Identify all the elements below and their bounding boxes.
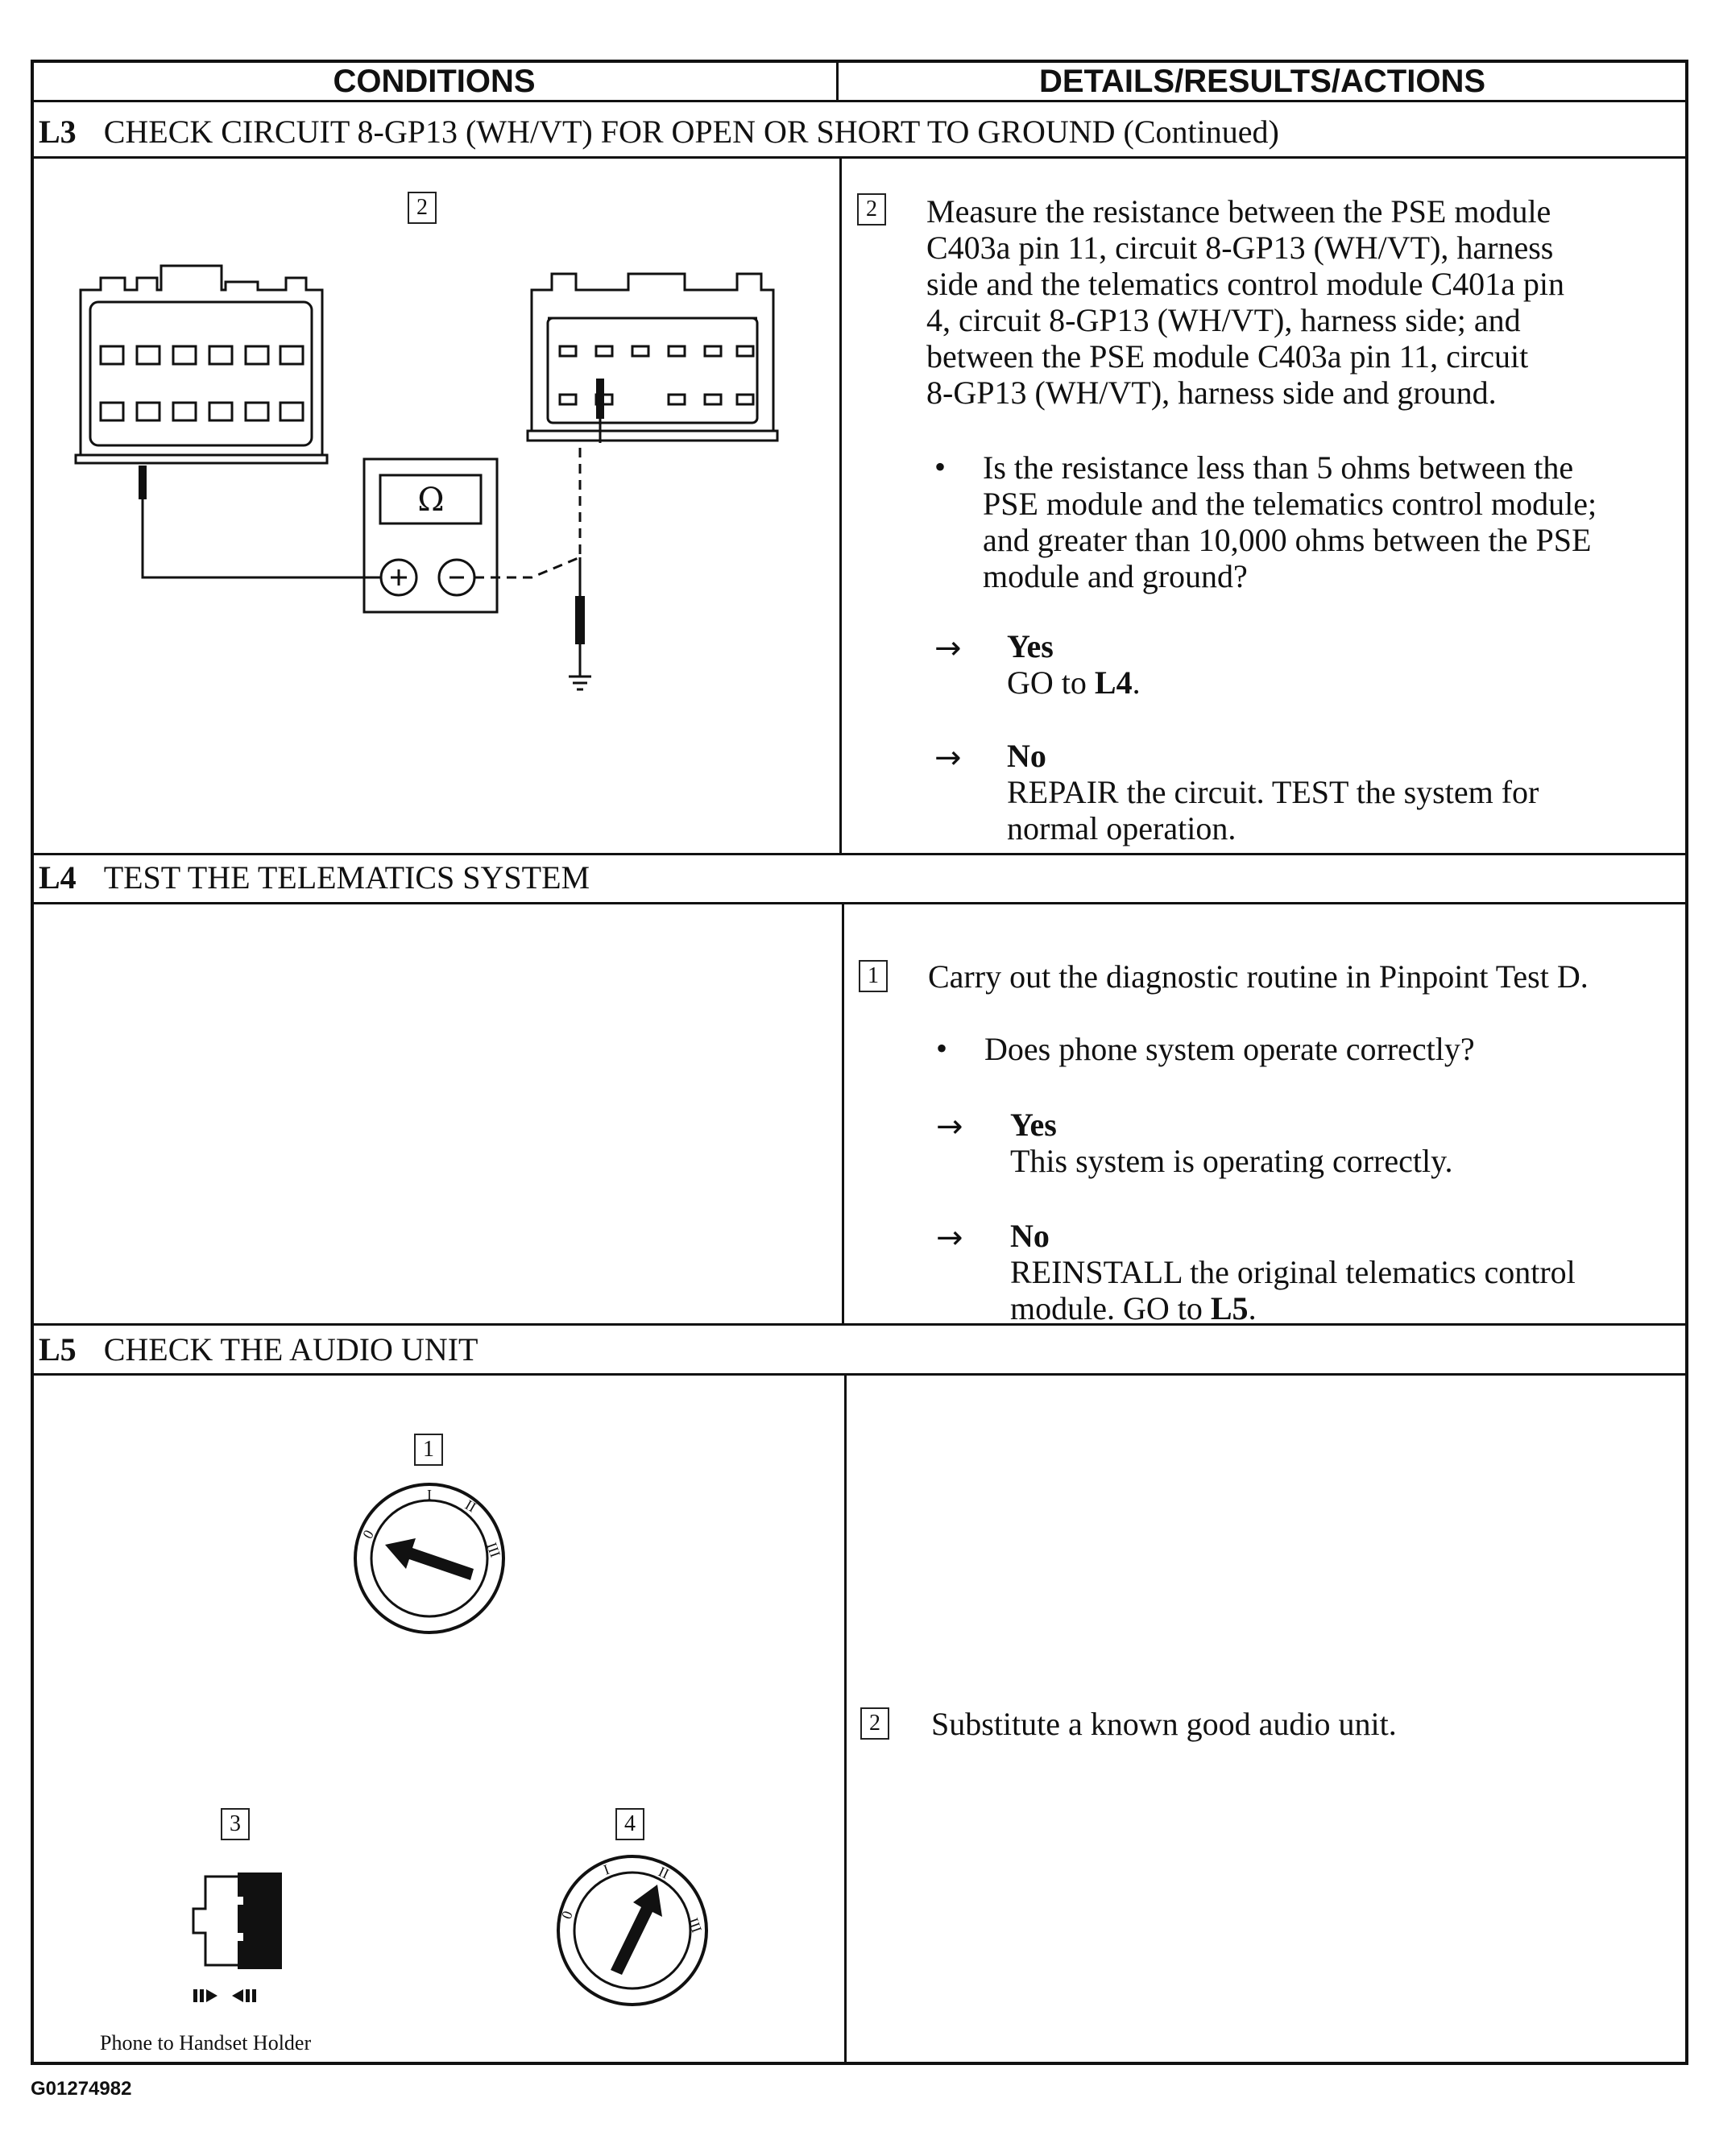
svg-text:0: 0 <box>557 1909 576 1922</box>
ignition-key-on-icon <box>556 1854 709 2007</box>
ignition-key-off-icon <box>353 1482 506 1635</box>
l5-id: L5 <box>39 1331 77 1368</box>
l3-no-answer: No REPAIR the circuit. TEST the system for normal operation. <box>1007 738 1539 846</box>
column-divider <box>844 1375 847 2065</box>
l3-figure-step-badge: 2 <box>408 192 437 224</box>
svg-text:0: 0 <box>359 1527 377 1541</box>
l4-section-title <box>39 857 590 899</box>
l3-step-badge: 2 <box>857 193 886 226</box>
l5-step2-badge: 2 <box>860 1707 889 1740</box>
l4-step-badge: 1 <box>859 960 888 992</box>
telematics-probe <box>596 379 604 419</box>
conditions-header: CONDITIONS <box>333 64 536 99</box>
pse-probe <box>139 466 147 499</box>
telematics-module-connector <box>528 274 777 441</box>
arrow-right-icon: → <box>936 1219 963 1256</box>
l3-id: L3 <box>39 114 77 150</box>
arrow-right-icon: → <box>936 1108 963 1145</box>
l5-figure1-step-badge: 1 <box>414 1434 443 1466</box>
l3-question: Is the resistance less than 5 ohms between the PSE module and the telematics control module; and greater than 10,000 ohms between the PSE module and ground? <box>983 449 1597 594</box>
l3-title: CHECK CIRCUIT 8-GP13 (WH/VT) FOR OPEN OR SHORT TO GROUND (Continued) <box>103 114 1279 150</box>
svg-text:III: III <box>483 1540 504 1560</box>
column-divider <box>839 158 842 855</box>
l3-instruction: Measure the resistance between the PSE module C403a pin 11, circuit 8-GP13 (WH/VT), harness side and the telematics control module C401a pin 4, circuit 8-GP13 (WH/VT), harness side; and between the PSE module C403a pin 11, circuit 8-GP13 (WH/VT), harness side and ground. <box>926 193 1565 411</box>
l3-title-divider <box>31 156 1688 159</box>
l4-title: TEST THE TELEMATICS SYSTEM <box>103 859 590 896</box>
bullet-icon: • <box>934 449 947 485</box>
ground-probe <box>575 596 585 644</box>
l4-id: L4 <box>39 859 77 896</box>
l3-resistance-diagram <box>64 258 806 709</box>
phone-handset-holder-icon <box>169 1860 298 2013</box>
l5-title-divider <box>31 1373 1688 1376</box>
l4-yes-answer: Yes This system is operating correctly. <box>1010 1107 1453 1179</box>
l5-figure4-step-badge: 4 <box>615 1808 644 1840</box>
l5-section-title <box>39 1329 478 1371</box>
l5-instruction: Substitute a known good audio unit. <box>931 1706 1397 1742</box>
svg-text:I: I <box>427 1487 432 1503</box>
ohm-symbol: Ω <box>417 482 445 519</box>
l4-title-top-divider <box>31 853 1688 855</box>
l4-no-answer: No REINSTALL the original telematics control module. GO to L5. <box>1010 1218 1576 1326</box>
svg-text:III: III <box>685 1915 706 1935</box>
bullet-icon: • <box>936 1030 948 1066</box>
svg-text:II: II <box>656 1863 672 1882</box>
l5-title: CHECK THE AUDIO UNIT <box>103 1331 478 1368</box>
l4-instruction: Carry out the diagnostic routine in Pinpoint Test D. <box>928 958 1589 995</box>
svg-text:II: II <box>462 1496 479 1516</box>
column-divider <box>842 904 844 1325</box>
l4-question: Does phone system operate correctly? <box>984 1031 1475 1067</box>
svg-text:I: I <box>601 1860 612 1878</box>
l4-title-divider <box>31 902 1688 904</box>
pse-module-connector <box>76 266 327 463</box>
l3-yes-answer: Yes GO to L4. <box>1007 628 1141 701</box>
details-header: DETAILS/RESULTS/ACTIONS <box>1038 64 1486 99</box>
arrow-right-icon: → <box>934 630 962 667</box>
l5-figure3-step-badge: 3 <box>221 1808 250 1840</box>
phone-handset-caption: Phone to Handset Holder <box>100 2031 312 2055</box>
arrow-right-icon: → <box>934 739 962 776</box>
l3-section-title <box>39 111 1279 153</box>
figure-code: G01274982 <box>31 2078 132 2100</box>
